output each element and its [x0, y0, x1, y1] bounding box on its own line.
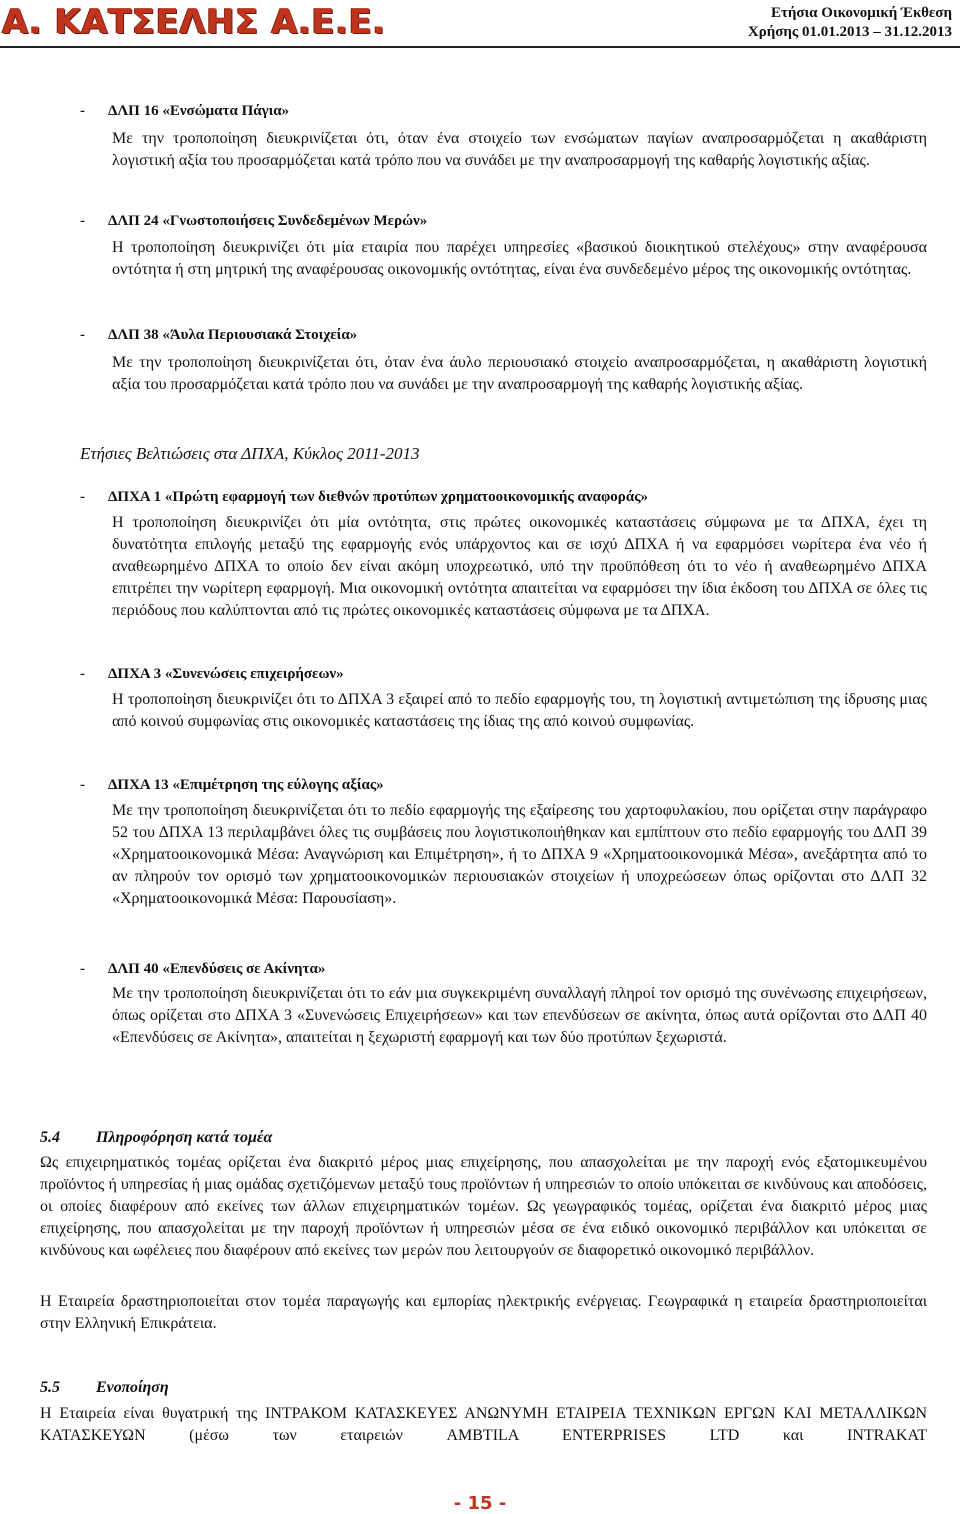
item-text-ias24: Η τροποποίηση διευκρινίζει ότι μία εταιρία που παρέχει υπηρεσίες «βασικού διοικητικού στελέχους» στην αναφέρουσα οντότητα ή στη μητρική της αναφέρουσας οικονομικής οντότητας, είναι ένα συνδεδεμένο μέρος της οικονομικής οντότητας.	[112, 239, 927, 278]
item-heading-ias38: - ΔΛΠ 38 «Άυλα Περιουσιακά Στοιχεία»	[80, 327, 358, 343]
section-5-4-paragraph-2: Η Εταιρεία δραστηριοποιείται στον τομέα παραγωγής και εμπορίας ηλεκτρικής ενέργειας. Γεωγραφικά η εταιρεία δραστηριοποιείται στην Ελληνική Επικράτεια.	[40, 1293, 927, 1332]
header-divider	[0, 46, 960, 48]
report-title-line2: Χρήσης 01.01.2013 – 31.12.2013	[747, 24, 952, 40]
item-heading-ias16: - ΔΛΠ 16 «Ενσώματα Πάγια»	[80, 103, 290, 119]
item-heading-ias24: - ΔΛΠ 24 «Γνωστοποιήσεις Συνδεδεμένων Μερών»	[80, 213, 428, 229]
section-5-4-paragraph-1: Ως επιχειρηματικός τομέας ορίζεται ένα διακριτό μέρος μιας επιχείρησης, που απασχολείται με την παροχή ενός εξατομικευμένου προϊόντος ή υπηρεσίας ή μιας ομάδας σχετιζόμενων μεταξύ τους προϊόντων ή υπηρεσιών το οποίο υπόκειται σε κινδύνους και αποδόσεις, οι οποίες διαφέρουν από εκείνες των άλλων επιχειρηματικών τομέων. Ως γεωγραφικός τομέας, ορίζεται ένα διακριτό μέρος μιας επιχείρησης, που απασχολείται με την παροχή προϊόντων ή υπηρεσιών μέσα σε ένα ειδικό οικονομικό περιβάλλον και υπόκειται σε κινδύνους και ωφέλειες που διαφέρουν από εκείνες των μερών που λειτουργούν σε διαφορετικό οικονομικό περιβάλλον.	[40, 1154, 927, 1259]
item-heading-ifrs13: - ΔΠΧΑ 13 «Επιμέτρηση της εύλογης αξίας»	[80, 777, 384, 793]
company-logo: Α. ΚΑΤΣΕΛΗΣ Α.Ε.Ε.	[2, 2, 386, 42]
item-heading-ifrs3: - ΔΠΧΑ 3 «Συνενώσεις επιχειρήσεων»	[80, 666, 344, 682]
page-header	[0, 0, 960, 46]
section-5-5-paragraph-1: Η Εταιρεία είναι θυγατρική της ΙΝΤΡΑΚΟΜ ΚΑΤΑΣΚΕΥΕΣ ΑΝΩΝΥΜΗ ΕΤΑΙΡΕΙΑ ΤΕΧΝΙΚΩΝ ΕΡΓΩΝ ΚΑΙ ΜΕΤΑΛΛΙΚΩΝ ΚΑΤΑΣΚΕΥΩΝ (μέσω των εταιρειών AMBTILA ENTERPRISES LTD και INTRAKAT	[40, 1405, 927, 1444]
item-heading-ias40: - ΔΛΠ 40 «Επενδύσεις σε Ακίνητα»	[80, 961, 326, 977]
improvements-heading: Ετήσιες Βελτιώσεις στα ΔΠΧΑ, Κύκλος 2011-2013	[80, 444, 420, 463]
item-text-ias16: Με την τροποποίηση διευκρινίζεται ότι, όταν ένα στοιχείο των ενσώματων παγίων αναπροσαρμόζεται η ακαθάριστη λογιστική αξία του προσαρμόζεται κατά τρόπο που να συνάδει με την αναπροσαρμογή της καθαρής λογιστικής αξίας.	[112, 130, 927, 169]
section-heading-5-4: 5.4 Πληροφόρηση κατά τομέα	[40, 1129, 273, 1146]
item-text-ifrs13: Με την τροποποίηση διευκρινίζεται ότι το πεδίο εφαρμογής της εξαίρεσης του χαρτοφυλακίου, που ορίζεται στην παράγραφο 52 του ΔΠΧΑ 13 περιλαμβάνει όλες τις συμβάσεις που λογιστικοποιήθηκαν και εμπίπτουν στο πεδίο εφαρμογής του ΔΛΠ 39 «Χρηματοοικονομικά Μέσα: Αναγνώριση και Επιμέτρηση», ή το ΔΠΧΑ 9 «Χρηματοοικονομικά Μέσα», ανεξάρτητα από το αν πληρούν τον ορισμό των χρηματοοικονομικών περιουσιακών στοιχείων ή υποχρεώσεων όπως ορίζονται στο ΔΛΠ 32 «Χρηματοοικονομικά Μέσα: Παρουσίαση».	[112, 802, 927, 907]
item-heading-ifrs1: - ΔΠΧΑ 1 «Πρώτη εφαρμογή των διεθνών προτύπων χρηματοοικονομικής αναφοράς»	[80, 489, 649, 505]
report-title-line1: Ετήσια Οικονομική Έκθεση	[770, 5, 952, 21]
item-text-ifrs1: Η τροποποίηση διευκρινίζει ότι μία οντότητα, στις πρώτες οικονομικές καταστάσεις σύμφωνα με τα ΔΠΧΑ, έχει τη δυνατότητα επιλογής μεταξύ της εφαρμογής ενός υπάρχοντος και σε ισχύ ΔΠΧΑ ή να εφαρμόσει νωρίτερα ένα νέο ή αναθεωρημένο ΔΠΧΑ το οποίο δεν είναι ακόμη υποχρεωτικό, υπό την προϋπόθεση ότι το νέο ή αναθεωρημένο ΔΠΧΑ επιτρέπει την νωρίτερη εφαρμογή. Μια οικονομική οντότητα απαιτείται να εφαρμόσει την ίδια έκδοση του ΔΠΧΑ σε όλες τις περιόδους που καλύπτονται από τις πρώτες οικονομικές καταστάσεις σύμφωνα με τα ΔΠΧΑ.	[112, 514, 927, 619]
item-text-ifrs3: Η τροποποίηση διευκρινίζει ότι το ΔΠΧΑ 3 εξαιρεί από το πεδίο εφαρμογής του, τη λογιστική αντιμετώπιση της ίδρυσης μιας από κοινού συμφωνίας στις οικονομικές καταστάσεις της ίδιας της από κοινού συμφωνίας.	[112, 691, 927, 730]
report-title	[748, 4, 952, 42]
page-number: - 15 -	[453, 1493, 507, 1514]
item-text-ias40: Με την τροποποίηση διευκρινίζεται ότι το εάν μια συγκεκριμένη συναλλαγή πληροί τον ορισμό της συνένωσης επιχειρήσεων, όπως ορίζεται στο ΔΠΧΑ 3 «Συνενώσεις Επιχειρήσεων» και των επενδύσεων σε ακίνητα, όπως αυτά ορίζονται στο ΔΛΠ 40 «Επενδύσεις σε Ακίνητα», απαιτείται η ξεχωριστή εφαρμογή και των δύο προτύπων ξεχωριστά.	[112, 985, 927, 1046]
section-heading-5-5: 5.5 Ενοποίηση	[40, 1379, 169, 1396]
item-text-ias38: Με την τροποποίηση διευκρινίζεται ότι, όταν ένα άυλο περιουσιακό στοιχείο αναπροσαρμόζεται, η ακαθάριστη λογιστική αξία του προσαρμόζεται κατά τρόπο που να συνάδει με την αναπροσαρμογή της καθαρής λογιστικής αξίας.	[112, 354, 927, 393]
